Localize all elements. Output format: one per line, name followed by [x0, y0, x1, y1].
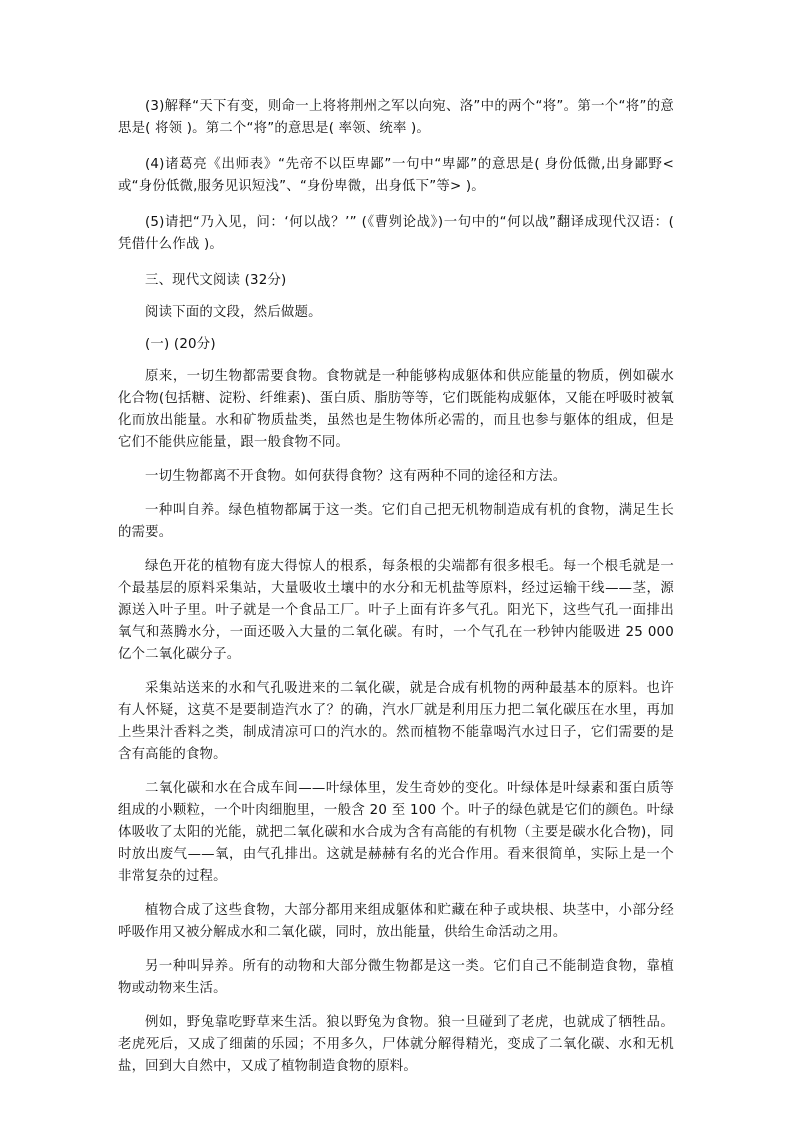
- passage-paragraph: 绿色开花的植物有庞大得惊人的根系，每条根的尖端都有很多根毛。每一个根毛就是一个最基层的原料采集站，大量吸收土壤中的水分和无机盐等原料，经过运输干线——茎，源源送入叶子里。叶子就是一个食品工厂。叶子上面有许多气孔。阳光下，这些气孔一面排出氧气和蒸腾水分，一面还吸入大量的二氧化碳。有时，一个气孔在一秒钟内能吸进 25 000 亿个二氧化碳分子。: [118, 559, 674, 662]
- passage-paragraph: 一切生物都离不开食物。如何获得食物？这有两种不同的途径和方法。: [145, 469, 567, 484]
- section-part: (一) (20分): [145, 337, 216, 352]
- passage-paragraph: 二氧化碳和水在合成车间——叶绿体里，发生奇妙的变化。叶绿体是叶绿素和蛋白质等组成的小颗粒，一个叶肉细胞里，一般含 20 至 100 个。叶子的绿色就是它们的颜色。叶绿体吸收了太阳的光能，就把二氧化碳和水合成为含有高能的有机物（主要是碳水化合物)，同时放出废气——氧，由气孔排出。这就是赫赫有名的光合作用。看来很简单，实际上是一个非常复杂的过程。: [118, 781, 674, 884]
- passage-paragraph: 采集站送来的水和气孔吸进来的二氧化碳，就是合成有机物的两种最基本的原料。也许有人怀疑，这莫不是要制造汽水了？的确，汽水厂就是利用压力把二氧化碳压在水里，再加上些果汁香料之类，制成清凉可口的汽水的。然而植物不能靠喝汽水过日子，它们需要的是含有高能的食物。: [118, 681, 674, 762]
- passage-paragraph: 例如，野兔靠吃野草来生活。狼以野兔为食物。狼一旦碰到了老虎，也就成了牺牲品。老虎死后，又成了细菌的乐园；不用多久，尸体就分解得精光，变成了二氧化碳、水和无机盐，回到大自然中，又成了植物制造食物的原料。: [118, 1015, 674, 1074]
- section-heading: 三、现代文阅读 (32分): [145, 273, 287, 288]
- passage-paragraph: 一种叫自养。绿色植物都属于这一类。它们自己把无机物制造成有机的食物，满足生长的需要。: [118, 503, 674, 540]
- passage-paragraph: 原来，一切生物都需要食物。食物就是一种能够构成躯体和供应能量的物质，例如碳水化合物(包括糖、淀粉、纤维素)、蛋白质、脂肪等等，它们既能构成躯体，又能在呼吸时被氧化而放出能量。水和矿物质盐类，虽然也是生物体所必需的，而且也参与躯体的组成，但是它们不能供应能量，跟一般食物不同。: [118, 369, 674, 450]
- passage-paragraph: 另一种叫异养。所有的动物和大部分微生物都是这一类。它们自己不能制造食物，靠植物或动物来生活。: [118, 959, 674, 996]
- section-instruction: 阅读下面的文段，然后做题。: [145, 305, 322, 320]
- question-4: (4)诸葛亮《出师表》“先帝不以臣卑鄙”一句中“卑鄙”的意思是( 身份低微,出身鄙野<或“身份低微,服务见识短浅”、“身份卑微，出身低下”等> )。: [118, 157, 674, 194]
- question-3: (3)解释“天下有变，则命一上将将荆州之军以向宛、洛”中的两个“将”。第一个“将”的意思是( 将领 )。第二个“将”的意思是( 率领、统率 )。: [118, 99, 674, 136]
- document-body: [118, 96, 674, 1090]
- question-5: (5)请把“乃入见，问：‘何以战？’” (《曹刿论战》)一句中的“何以战”翻译成现代汉语：( 凭借什么作战 )。: [118, 215, 674, 252]
- passage-paragraph: 植物合成了这些食物，大部分都用来组成躯体和贮藏在种子或块根、块茎中，小部分经呼吸作用又被分解成水和二氧化碳，同时，放出能量，供给生命活动之用。: [118, 903, 674, 940]
